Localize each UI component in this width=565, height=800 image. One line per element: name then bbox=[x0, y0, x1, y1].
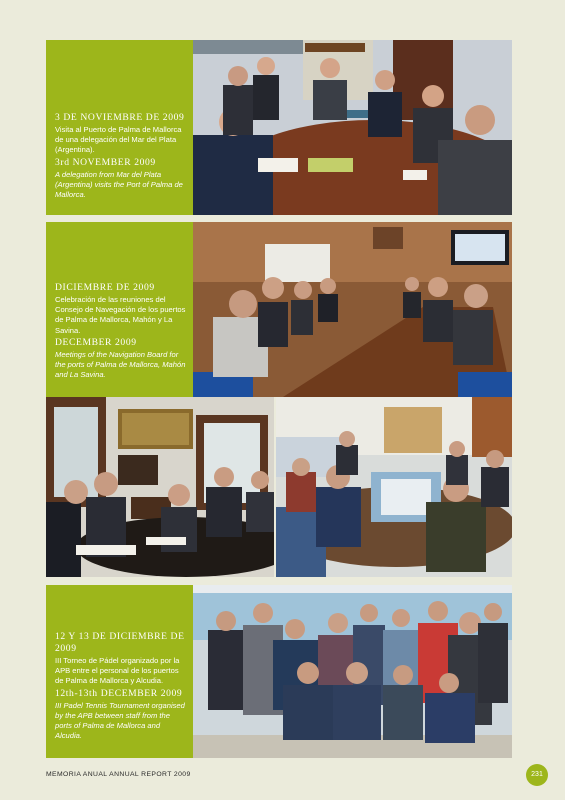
section-1-date-en: 3rd NOVEMBER 2009 bbox=[55, 156, 156, 168]
section-3-date-en: 12th-13th DECEMBER 2009 bbox=[55, 687, 183, 699]
section-1-caption-panel bbox=[46, 40, 193, 215]
section-3-text-es: III Torneo de Pádel organizado por la APB entre el personal de los puertos de Palma de Mallorca y Alcudia. bbox=[55, 656, 180, 686]
meeting-photo-board-left bbox=[46, 397, 274, 577]
section-2-text-es: Celebración de las reuniones del Consejo de Navegación de los puertos de Palma de Mallorca, Mahón y La Savina. bbox=[55, 295, 186, 335]
meeting-photo-delegation bbox=[193, 40, 512, 215]
padel-tournament-group-photo bbox=[193, 585, 512, 758]
page-number-badge: 231 bbox=[526, 764, 548, 786]
section-3-date-es: 12 Y 13 DE DICIEMBRE DE 2009 bbox=[55, 631, 185, 654]
report-footer-label: MEMORIA ANUAL ANNUAL REPORT 2009 bbox=[46, 771, 191, 778]
section-1-text-en: A delegation from Mar del Plata (Argentina) visits the Port of Palma de Mallorca. bbox=[55, 169, 183, 200]
section-2-text-en: Meetings of the Navigation Board for the ports of Palma de Mallorca, Mahón and La Savina. bbox=[55, 349, 186, 380]
section-1-text-es: Visita al Puerto de Palma de Mallorca de una delegación del Mar del Plata (Argentina). bbox=[55, 125, 182, 155]
meeting-photo-board-right bbox=[276, 397, 512, 577]
section-2-date-es: DICIEMBRE DE 2009 bbox=[55, 282, 155, 293]
meeting-photo-navigation-board bbox=[193, 222, 512, 397]
section-1-date-es: 3 DE NOVIEMBRE DE 2009 bbox=[55, 112, 185, 123]
section-3-text-en: III Padel Tennis Tournament organised by the APB between staff from the ports of Palma de Mallorca and Alcudia. bbox=[55, 700, 185, 741]
section-3-caption-panel bbox=[46, 585, 193, 758]
section-2-date-en: DECEMBER 2009 bbox=[55, 336, 137, 348]
section-2-caption-panel bbox=[46, 222, 193, 397]
